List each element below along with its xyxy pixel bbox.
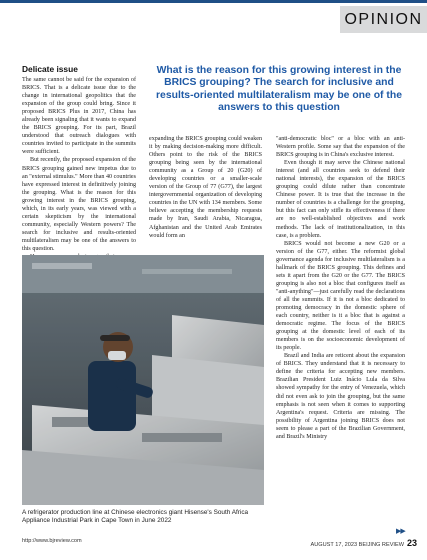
- article-column-3: [276, 135, 405, 441]
- factory-photo-illustration: [22, 255, 264, 505]
- double-triangle-right-icon: ▶▶: [396, 527, 405, 535]
- subhead-delicate-issue: Delicate issue: [22, 64, 78, 74]
- photo-caption: A refrigerator production line at Chinese electronics giant Hisense's South Africa Appliance Industrial Park in Cape Town in June 2022: [22, 509, 249, 524]
- article-column-1: [22, 76, 136, 261]
- article-column-2: [149, 135, 262, 240]
- factory-photo: [22, 255, 264, 505]
- paragraph: BRICS would not become a new G20 or a version of the G77, either. The reformist global governance agenda for inclusive multilateralism is a hallmark of the BRICS grouping. This defines and sets it apart from the G20 or the G77. The BRICS grouping is also not a bloc that configures itself as "anti-anything"—just carefully read the declarations of all the summits. If it is not a bloc dedicated to promoting democracy in the domestic sphere of each country, neither is it a bloc that is against a democratic regime. The focus of the BRICS grouping at the domestic level of each of its members is on the socioeconomic development of its people.: [276, 240, 405, 352]
- page-footer: [22, 538, 417, 550]
- paragraph: The same cannot be said for the expansion of BRICS. That is a delicate issue due to the change in international geopolitics that the expansion of the group could bring. Since it proposed BRICS Plus in 2017, China has already been signaling that it wants to expand the BRICS grouping. For its part, Brazil understood that outreach dialogues with countries invited to participate in the summits were sufficient.: [22, 77, 136, 156]
- page-number: 23: [406, 538, 417, 548]
- top-rule: [0, 0, 427, 3]
- paragraph: Even though it may serve the Chinese national interest (and all countries seek to defend their national interests), the expansion of the BRICS grouping could dilute rather than concentrate Chinese power. It is true that the increase in the number of countries is a challenge for the grouping, but this fact can only stifle its effectiveness if there are no well-established objectives and work methods. The lack of institutionalization, in this case, is a problem.: [276, 160, 405, 239]
- section-label: OPINION: [344, 10, 423, 28]
- footer-issue-info: [311, 538, 417, 548]
- paragraph: Brazil and India are reticent about the expansion of BRICS. They understand that it is necessary to define the criteria for accepting new members. Brazilian President Luiz Inácio Lula da Silva showed sympathy for the entry of Venezuela, which did not even ask to join the grouping, but the same emphasis is not seen when it comes to supporting Argentina's request. Criteria are missing. The possibility of Argentina joining BRICS does not seem to please a part of the Brazilian Government, and Brazil's Ministry: [276, 353, 405, 440]
- paragraph: "anti-democratic bloc" or a bloc with an anti-Western profile. Some say that the expansion of the BRICS grouping is in China's exclusive interest.: [276, 136, 405, 159]
- footer-issue: AUGUST 17, 2023 BEIJING REVIEW: [310, 542, 404, 548]
- section-tab: [340, 6, 427, 33]
- paragraph: But recently, the proposed expansion of the BRICS grouping gained new impetus due to an "external stimulus." More than 40 countries have expressed interest in definitively joining the grouping. What is the reason for this growing interest in the BRICS grouping, which, in its early years, was viewed with a certain skepticism by the international community, especially Western powers? The search for inclusive and results-oriented multilateralism may be one of the answers to this question.: [22, 157, 136, 252]
- pull-quote: What is the reason for this growing interest in the BRICS grouping? The search for inclusive and results-oriented multilateralism may be one of the answers to this question: [156, 65, 402, 114]
- footer-url[interactable]: http://www.bjreview.com: [22, 538, 82, 544]
- paragraph: expanding the BRICS grouping could weaken it by making decision-making more difficult. Others point to the risk of the BRICS grouping being seen by the international community as a Group of 20 (G20) of developing countries or a smaller-scale version of the Group of 77 (G77), the largest intergovernmental organization of developing countries in the UN with 134 members. Some believe accepting the membership requests made by Iran, Saudi Arabia, Nicaragua, Afghanistan and the United Arab Emirates would form an: [149, 136, 262, 239]
